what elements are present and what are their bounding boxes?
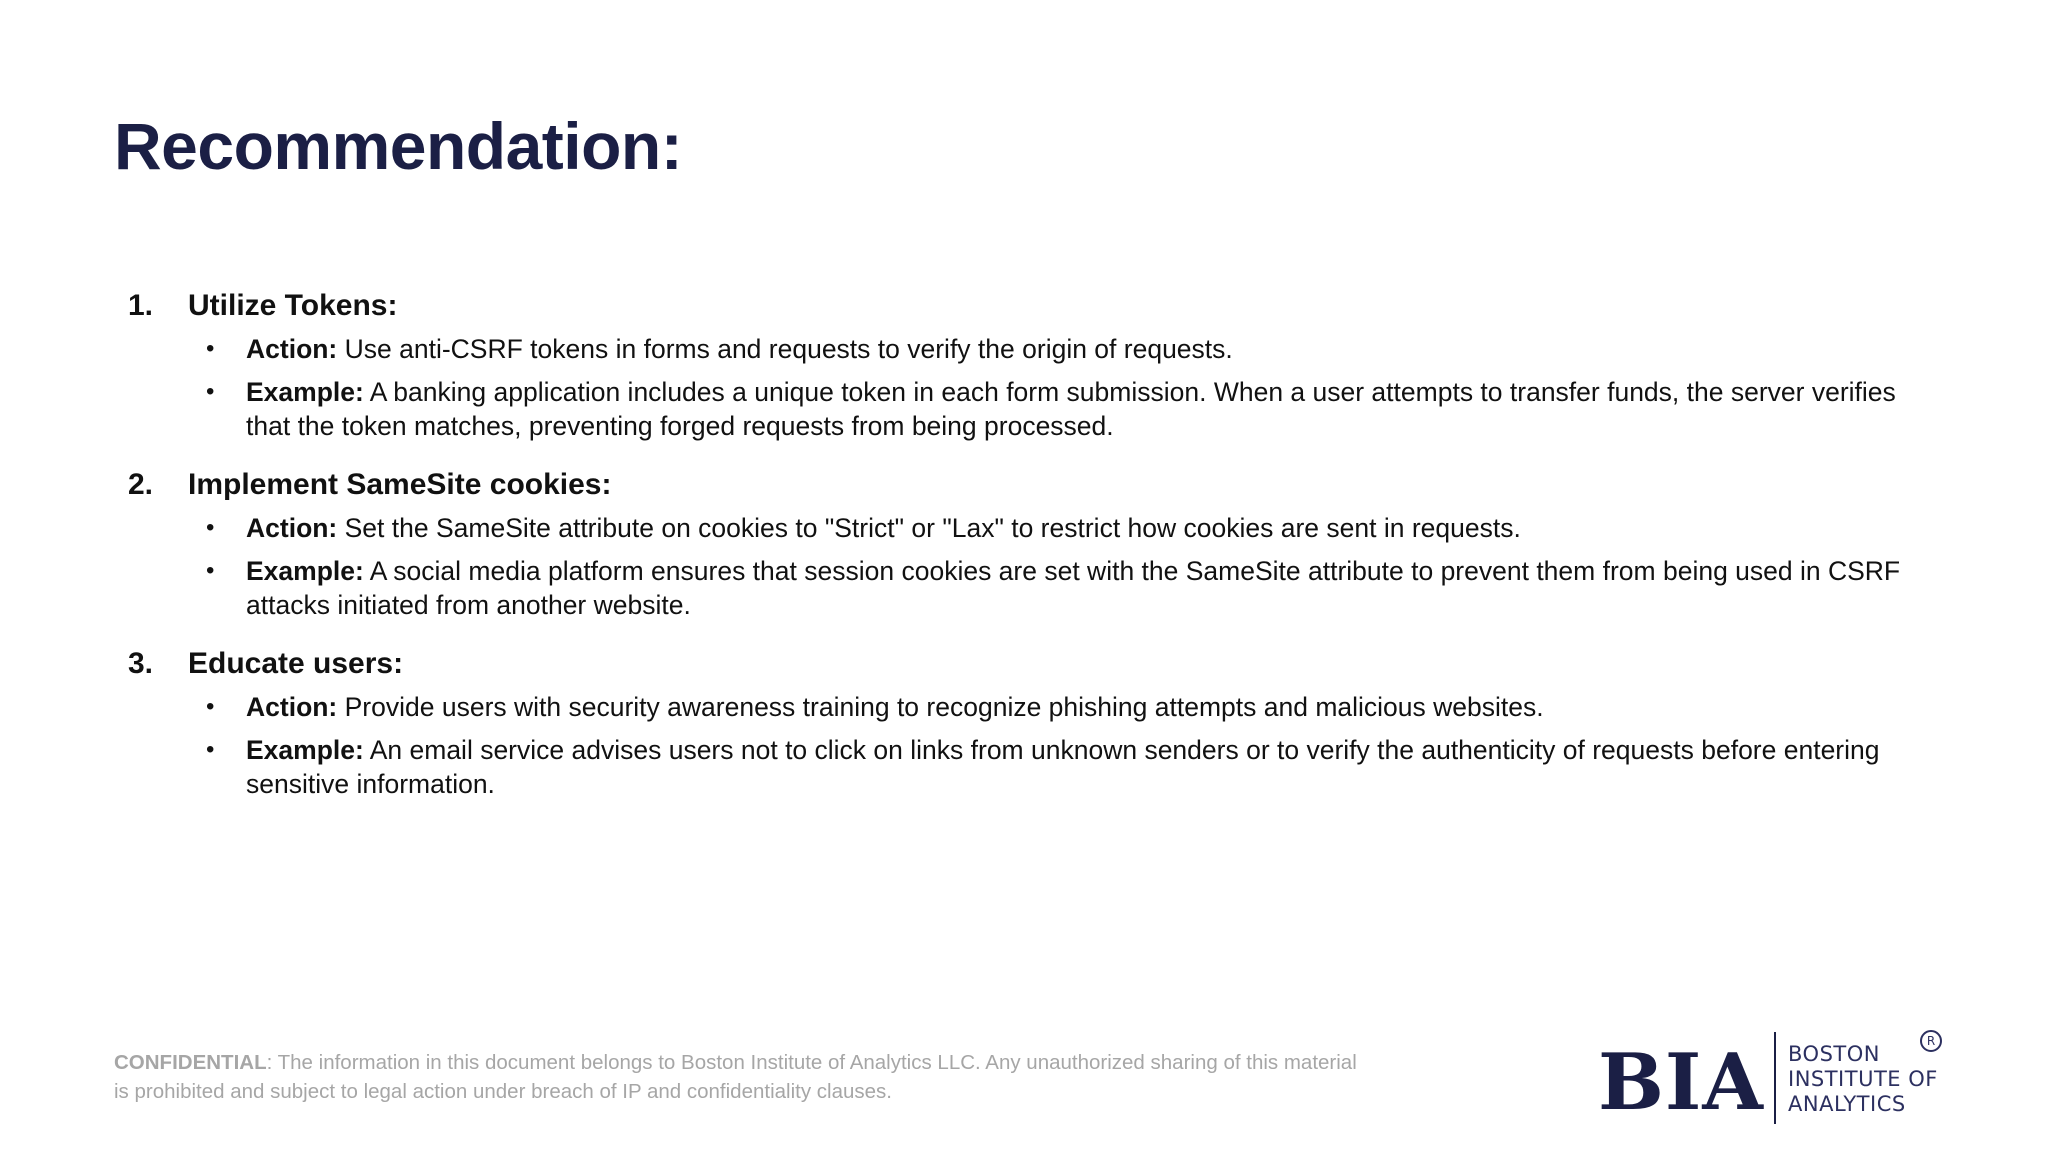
recommendation-heading xyxy=(128,286,1928,326)
point-text xyxy=(246,332,1906,366)
point-text xyxy=(246,375,1906,443)
point-body: Set the SameSite attribute on cookies to "Strict" or "Lax" to restrict how cookies are sent in requests. xyxy=(337,513,1521,543)
point-label: Example: xyxy=(246,377,364,407)
example-point xyxy=(206,554,1928,622)
action-point xyxy=(206,511,1928,545)
point-body: A banking application includes a unique token in each form submission. When a user attempts to transfer funds, the server verifies that the token matches, preventing forged requests from being processed. xyxy=(246,377,1896,441)
point-text xyxy=(246,733,1906,801)
point-body: A social media platform ensures that session cookies are set with the SameSite attribute to prevent them from being used in CSRF attacks initiated from another website. xyxy=(246,556,1901,620)
point-label: Action: xyxy=(246,692,338,722)
recommendation-item xyxy=(128,286,1928,443)
recommendation-title: Educate users: xyxy=(188,647,404,680)
recommendation-item xyxy=(128,644,1928,801)
bia-logo xyxy=(1598,1030,1938,1130)
recommendation-number: 3. xyxy=(128,647,154,680)
bullet-icon: • xyxy=(206,693,215,720)
point-text xyxy=(246,554,1906,622)
confidential-label: CONFIDENTIAL xyxy=(114,1051,267,1074)
confidential-text: : The information in this document belongs to Boston Institute of Analytics LLC. Any unauthorized sharing of this material is prohibited and subject to legal action under breach of IP and confidentiality clauses. xyxy=(114,1051,1357,1103)
point-label: Example: xyxy=(246,556,364,586)
point-text xyxy=(246,690,1906,724)
example-point xyxy=(206,375,1928,443)
logo-line: BOSTON xyxy=(1788,1042,1880,1066)
recommendation-number: 1. xyxy=(128,289,154,322)
recommendation-title: Utilize Tokens: xyxy=(188,289,398,322)
bullet-icon: • xyxy=(206,514,215,541)
recommendation-heading xyxy=(128,644,1928,684)
point-text xyxy=(246,511,1906,545)
recommendation-points xyxy=(128,690,1928,801)
bullet-icon: • xyxy=(206,736,215,763)
recommendation-item xyxy=(128,465,1928,622)
logo-mark: BIA xyxy=(1598,1037,1764,1128)
point-label: Action: xyxy=(246,513,338,543)
recommendation-list xyxy=(128,286,1928,823)
recommendation-number: 2. xyxy=(128,468,154,501)
confidentiality-notice xyxy=(114,1048,1374,1106)
bullet-icon: • xyxy=(206,378,215,405)
point-body: Use anti-CSRF tokens in forms and requests to verify the origin of requests. xyxy=(337,334,1233,364)
slide-title: Recommendation: xyxy=(114,109,683,183)
point-label: Example: xyxy=(246,735,364,765)
point-body: An email service advises users not to click on links from unknown senders or to verify the authenticity of requests before entering sensitive information. xyxy=(246,735,1880,799)
recommendation-title: Implement SameSite cookies: xyxy=(188,468,612,501)
recommendation-points xyxy=(128,511,1928,622)
logo-divider xyxy=(1774,1032,1776,1124)
bullet-icon: • xyxy=(206,335,215,362)
action-point xyxy=(206,332,1928,366)
logo-line: INSTITUTE OF xyxy=(1788,1067,1938,1091)
recommendation-heading xyxy=(128,465,1928,505)
logo-line: ANALYTICS xyxy=(1788,1092,1906,1116)
action-point xyxy=(206,690,1928,724)
registered-icon: R xyxy=(1920,1030,1942,1052)
point-body: Provide users with security awareness training to recognize phishing attempts and malicious websites. xyxy=(337,692,1544,722)
recommendation-points xyxy=(128,332,1928,443)
logo-wordmark xyxy=(1788,1042,1938,1117)
bullet-icon: • xyxy=(206,557,215,584)
point-label: Action: xyxy=(246,334,338,364)
example-point xyxy=(206,733,1928,801)
